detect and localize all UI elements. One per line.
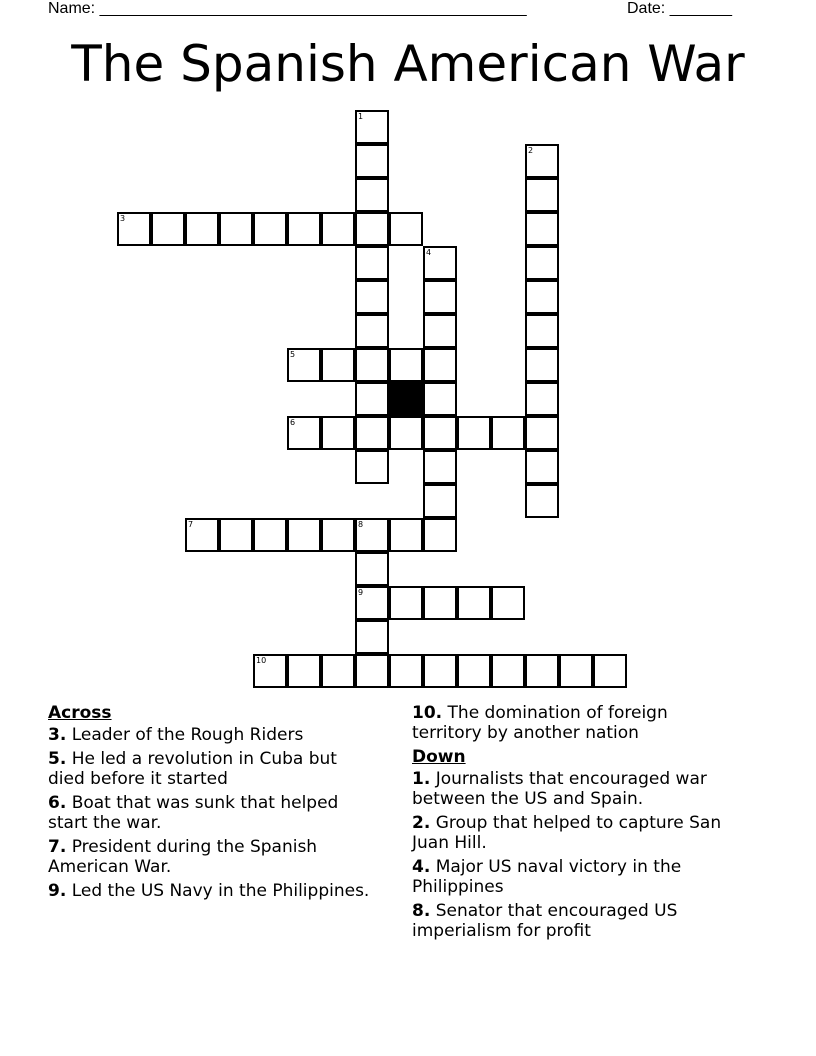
cell-number: 10 [256,656,267,665]
crossword-cell[interactable] [321,654,355,688]
crossword-cell[interactable] [151,212,185,246]
crossword-cell[interactable] [423,314,457,348]
cell-number: 4 [426,248,432,257]
crossword-cell[interactable] [491,654,525,688]
crossword-cell[interactable] [559,654,593,688]
clue-number: 3. [48,725,67,745]
crossword-cell[interactable] [389,654,423,688]
crossword-cell[interactable] [219,518,253,552]
clue-text: He led a revolution in Cuba but died before it started [48,749,337,789]
clue-text: Leader of the Rough Riders [71,725,304,745]
crossword-cell[interactable] [423,586,457,620]
crossword-cell[interactable] [355,110,389,144]
crossword-cell[interactable] [389,348,423,382]
clues-column-left [48,703,378,905]
clues-column-right [412,703,742,945]
name-line: Name: ________________________________________________ [48,0,527,17]
crossword-cell[interactable] [355,212,389,246]
clue-number: 5. [48,749,67,769]
crossword-cell[interactable] [355,144,389,178]
crossword-cell[interactable] [355,654,389,688]
crossword-cell[interactable] [525,246,559,280]
crossword-cell[interactable] [423,416,457,450]
clue-number: 10. [412,703,443,723]
crossword-cell[interactable] [423,654,457,688]
cell-number: 1 [358,112,364,121]
clue-text: Journalists that encouraged war between the US and Spain. [412,769,707,809]
across-clue-9 [48,881,378,901]
crossword-cell[interactable] [525,212,559,246]
clue-text: The domination of foreign territory by another nation [412,703,668,743]
across-clue-6 [48,793,378,833]
crossword-cell[interactable] [389,416,423,450]
crossword-cell[interactable] [355,348,389,382]
crossword-cell[interactable] [525,450,559,484]
cell-number: 6 [290,418,296,427]
crossword-cell[interactable] [355,586,389,620]
cell-number: 3 [120,214,126,223]
crossword-cell[interactable] [525,382,559,416]
crossword-cell[interactable] [457,654,491,688]
down-clue-4 [412,857,742,897]
crossword-cell[interactable] [525,144,559,178]
crossword-cell[interactable] [525,654,559,688]
crossword-cell[interactable] [253,518,287,552]
crossword-cell[interactable] [355,280,389,314]
crossword-cell[interactable] [525,280,559,314]
crossword-cell[interactable] [321,212,355,246]
clue-number: 9. [48,881,67,901]
crossword-cell[interactable] [457,416,491,450]
cell-number: 9 [358,588,364,597]
clue-text: Senator that encouraged US imperialism for profit [412,901,678,941]
crossword-cell[interactable] [423,484,457,518]
crossword-cell[interactable] [525,416,559,450]
crossword-cell[interactable] [355,552,389,586]
crossword-cell[interactable] [355,620,389,654]
crossword-cell[interactable] [525,348,559,382]
crossword-cell[interactable] [355,178,389,212]
crossword-cell[interactable] [593,654,627,688]
across-clue-7 [48,837,378,877]
crossword-cell[interactable] [423,518,457,552]
page-title: The Spanish American War [71,35,745,93]
crossword-cell[interactable] [287,518,321,552]
clue-text: Group that helped to capture San Juan Hill. [412,813,722,853]
crossword-cell[interactable] [185,518,219,552]
crossword-cell[interactable] [253,212,287,246]
crossword-cell[interactable] [355,416,389,450]
cell-number: 7 [188,520,194,529]
crossword-cell[interactable] [423,246,457,280]
crossword-cell[interactable] [253,654,287,688]
down-clue-2 [412,813,742,853]
crossword-cell[interactable] [355,246,389,280]
crossword-cell[interactable] [457,586,491,620]
crossword-cell[interactable] [491,586,525,620]
clue-number: 4. [412,857,431,877]
clue-number: 1. [412,769,431,789]
across-clue-5 [48,749,378,789]
clue-number: 6. [48,793,67,813]
clue-text: Major US naval victory in the Philippines [412,857,682,897]
cell-number: 5 [290,350,296,359]
clue-text: Led the US Navy in the Philippines. [71,881,370,901]
down-clue-8 [412,901,742,941]
crossword-cell[interactable] [355,450,389,484]
across-clue-3 [48,725,378,745]
crossword-cell[interactable] [389,586,423,620]
cell-number: 2 [528,146,534,155]
crossword-cell[interactable] [321,518,355,552]
clue-number: 2. [412,813,431,833]
crossword-cell[interactable] [355,314,389,348]
crossword-cell[interactable] [287,654,321,688]
shaded-cell [389,382,423,416]
clue-text: Boat that was sunk that helped start the war. [48,793,339,833]
crossword-cell[interactable] [389,212,423,246]
crossword-cell[interactable] [491,416,525,450]
crossword-cell[interactable] [219,212,253,246]
crossword-cell[interactable] [117,212,151,246]
crossword-cell[interactable] [423,450,457,484]
crossword-cell[interactable] [423,382,457,416]
down-clue-1 [412,769,742,809]
down-heading: Down [412,747,466,767]
crossword-cell[interactable] [287,348,321,382]
clue-text: President during the Spanish American War. [48,837,318,877]
cell-number: 8 [358,520,364,529]
crossword-cell[interactable] [389,518,423,552]
crossword-cell[interactable] [287,212,321,246]
crossword-cell[interactable] [423,348,457,382]
crossword-cell[interactable] [525,178,559,212]
crossword-cell[interactable] [525,314,559,348]
crossword-cell[interactable] [321,416,355,450]
date-line: Date: _______ [627,0,732,17]
crossword-cell[interactable] [525,484,559,518]
clue-number: 7. [48,837,67,857]
crossword-cell[interactable] [355,518,389,552]
crossword-cell[interactable] [185,212,219,246]
across-clue-10 [412,703,742,743]
crossword-cell[interactable] [355,382,389,416]
across-heading: Across [48,703,112,723]
crossword-cell[interactable] [321,348,355,382]
crossword-cell[interactable] [423,280,457,314]
crossword-cell[interactable] [287,416,321,450]
clue-number: 8. [412,901,431,921]
